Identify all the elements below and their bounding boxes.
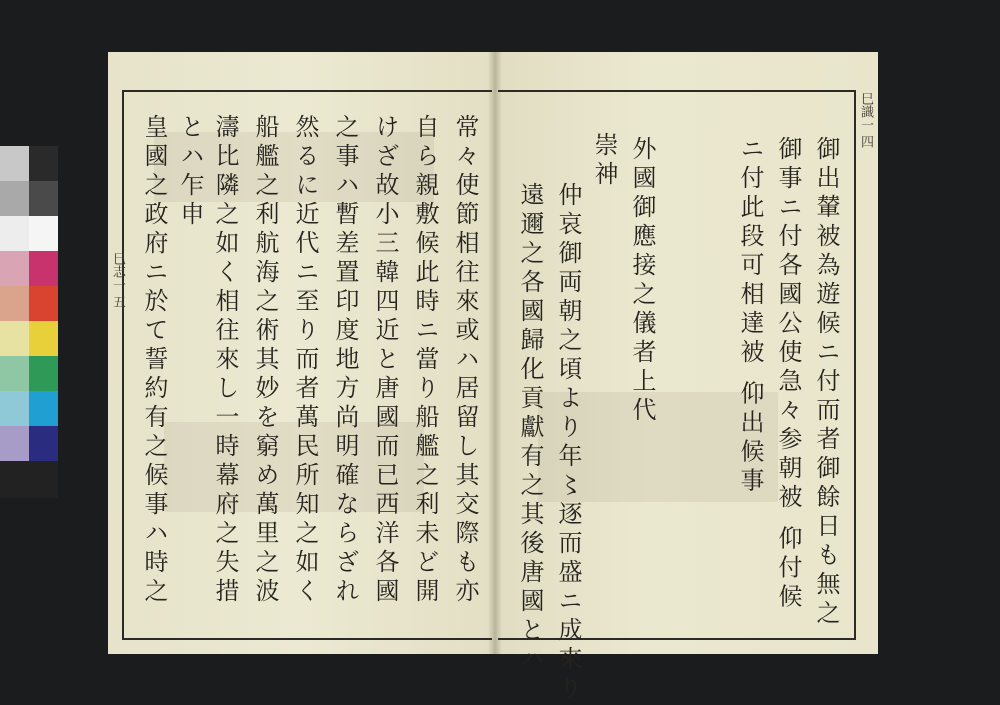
text-column: 御事ニ付各國公使急々参朝被 仰付候 bbox=[774, 136, 802, 613]
color-swatch bbox=[0, 146, 29, 181]
text-column: ニ付此段可相達被 仰出候事 bbox=[736, 136, 764, 497]
text-column: 常々使節相往來或ハ居留し其交際も亦 bbox=[451, 114, 479, 607]
color-swatch bbox=[29, 321, 58, 356]
left-page bbox=[108, 52, 494, 654]
fore-edge-label: 巳識一 四 bbox=[858, 92, 873, 149]
text-column: 崇神 bbox=[590, 132, 618, 190]
color-swatch bbox=[29, 216, 58, 251]
color-swatch bbox=[29, 356, 58, 391]
left-page-frame bbox=[122, 90, 492, 640]
right-page-frame bbox=[498, 90, 856, 704]
text-column: 然るに近代ニ至り而者萬民所知之如く bbox=[291, 114, 319, 607]
text-column: 外國御應接之儀者上代 bbox=[628, 136, 656, 426]
color-swatch bbox=[29, 251, 58, 286]
open-book bbox=[108, 52, 878, 704]
text-column: とハ乍申 bbox=[176, 114, 204, 230]
text-column: 御出輦被為遊候ニ付而者御餘日も無之 bbox=[812, 136, 840, 629]
color-swatch bbox=[0, 356, 29, 391]
color-swatch bbox=[0, 286, 29, 321]
color-calibration-strip bbox=[0, 146, 58, 498]
color-swatch bbox=[0, 251, 29, 286]
text-column: 遠邇之各國歸化貢獻有之其後唐國とハ bbox=[516, 182, 544, 675]
color-swatch bbox=[29, 181, 58, 216]
color-swatch bbox=[29, 286, 58, 321]
text-column: けざ故小三韓四近と唐國而已西洋各國 bbox=[371, 114, 399, 607]
color-swatch bbox=[0, 321, 29, 356]
color-swatch bbox=[29, 391, 58, 426]
text-column: 皇國之政府ニ於て誓約有之候事ハ時之 bbox=[140, 114, 168, 607]
color-swatch bbox=[0, 181, 29, 216]
color-swatch bbox=[29, 146, 58, 181]
text-column: 船艦之利航海之術其妙を窮め萬里之波 bbox=[251, 114, 279, 607]
color-swatch bbox=[29, 426, 58, 461]
color-swatch bbox=[0, 391, 29, 426]
text-column: 仲哀御両朝之頃より年〻逐而盛ニ成來り bbox=[554, 182, 582, 704]
right-page bbox=[494, 52, 878, 704]
fore-edge-label: 巳志一 五 bbox=[110, 252, 125, 309]
color-swatch bbox=[0, 426, 29, 461]
text-column: 自ら親敷候此時ニ當り船艦之利未ど開 bbox=[411, 114, 439, 607]
text-column: 濤比隣之如く相往來し一時幕府之失措 bbox=[211, 114, 239, 607]
book-gutter bbox=[488, 52, 502, 654]
color-swatch bbox=[0, 216, 29, 251]
text-column: 之事ハ暫差置印度地方尚明確ならざれ bbox=[331, 114, 359, 607]
